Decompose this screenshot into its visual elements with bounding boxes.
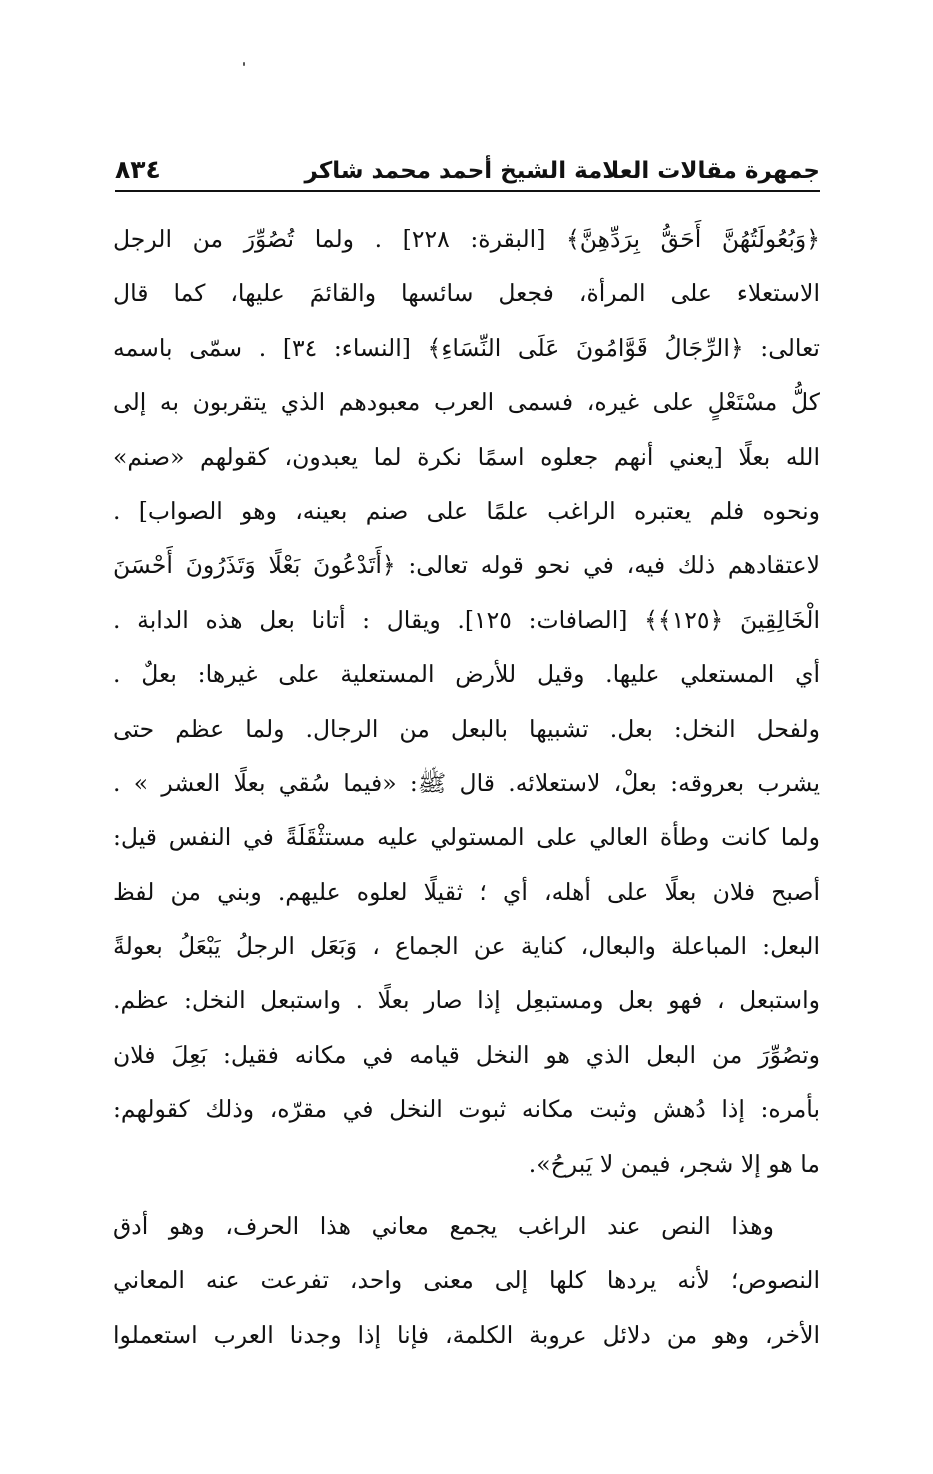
text-line: ولما كانت وطأة العالي على المستولي عليه مستثْقَلَةً في النفس قيل: xyxy=(113,823,820,852)
text-line: ﴿وَبُعُولَتُهُنَّ أَحَقُّ بِرَدِّهِنَّ﴾ [البقرة: ٢٢٨] . ولما تُصُوِّرَ من الرجل xyxy=(113,225,820,253)
text-line: أصبح فلان بعلًا على أهله، أي ؛ ثقيلًا لعلوه عليهم. وبني من لفظ xyxy=(113,877,820,906)
running-title: جمهرة مقالات العلامة الشيخ أحمد محمد شاكر xyxy=(304,158,820,184)
running-header xyxy=(115,146,820,192)
body-text xyxy=(113,212,820,1362)
paragraph-gap xyxy=(113,1191,820,1199)
print-speck xyxy=(243,62,245,66)
paragraph-2 xyxy=(113,1199,820,1362)
text-line: وتصُوِّرَ من البعل الذي هو النخل قيامه في مكانه فقيل: بَعِلَ فلان xyxy=(113,1040,820,1069)
text-line: كلُّ مسْتَعْلٍ على غيره، فسمى العرب معبودهم الذي يتقربون به إلى xyxy=(113,388,820,417)
text-line: البعل: المباعلة والبعال، كناية عن الجماع ، وَبَعَل الرجلُ يَبْعَلُ بعولةً xyxy=(113,932,820,961)
text-line: وهذا النص عند الراغب يجمع معاني هذا الحرف، وهو أدق xyxy=(113,1212,774,1241)
text-line: ولفحل النخل: بعل. تشبيها بالبعل من الرجال. ولما عظم حتى xyxy=(113,714,820,743)
text-line: الأخر، وهو من دلائل عروبة الكلمة، فإنا إذا وجدنا العرب استعملوا xyxy=(113,1320,820,1349)
paragraph-1 xyxy=(113,212,820,1191)
text-line: الاستعلاء على المرأة، فجعل سائسها والقائمَ عليها، كما قال xyxy=(113,279,820,308)
text-line: تعالى: ﴿الرِّجَالُ قَوَّامُونَ عَلَى النِّسَاءِ﴾ [النساء: ٣٤] . سمّى باسمه xyxy=(113,333,820,362)
text-line: ما هو إلا شجر، فيمن لا يَبرحُ». xyxy=(528,1149,820,1178)
text-line: ونحوه فلم يعتبره الراغب علمًا على صنم بعينه، وهو الصواب] . xyxy=(113,496,820,525)
text-line: واستبعل ، فهو بعل ومستبعِل إذا صار بعلًا . واستبعل النخل: عظم. xyxy=(113,986,820,1015)
text-line: النصوص؛ لأنه يردها كلها إلى معنى واحد، تفرعت عنه المعاني xyxy=(113,1266,820,1295)
text-line: يشرب بعروقه: بعلْ، لاستعلائه. قال ﷺ: «فيما سُقي بعلًا العشر » . xyxy=(113,768,820,797)
text-line: بأمره: إذا دُهش وثبت مكانه ثبوت النخل في مقرّه، وذلك كقولهم: xyxy=(113,1095,820,1124)
text-line: أي المستعلي عليها. وقيل للأرض المستعلية على غيرها: بعلٌ . xyxy=(113,660,820,689)
text-line: الله بعلًا [يعني أنهم جعلوه اسمًا نكرة لما يعبدون، كقولهم «صنم» xyxy=(113,442,820,471)
text-line: الْخَالِقِينَ ﴿١٢٥﴾﴾ [الصافات: ١٢٥]. ويقال : أتانا بعل هذه الدابة . xyxy=(113,605,820,634)
text-line: لاعتقادهم ذلك فيه، في نحو قوله تعالى: ﴿أَتَدْعُونَ بَعْلًا وَتَذَرُونَ أَحْسَنَ xyxy=(113,551,820,580)
page-number: ٨٣٤ xyxy=(115,155,161,184)
